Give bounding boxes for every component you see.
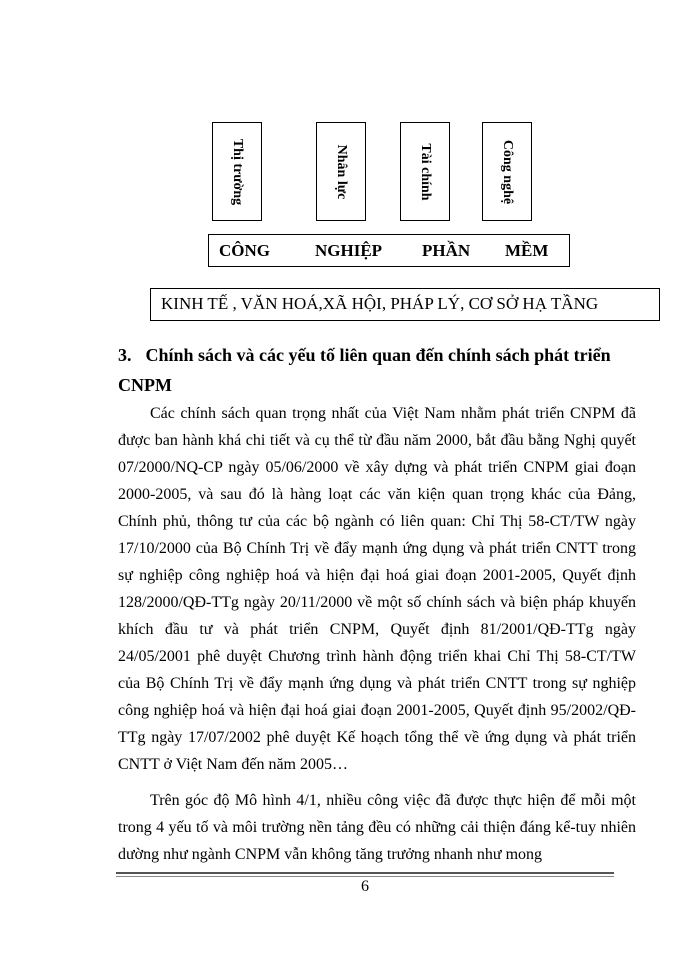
- foundation-box: KINH TẾ , VĂN HOÁ,XÃ HỘI, PHÁP LÝ, CƠ SỞ HẠ TẦNG: [150, 288, 660, 321]
- factor-box-market: [212, 122, 262, 221]
- section-heading: [118, 340, 638, 400]
- page-number: 6: [361, 878, 369, 895]
- industry-word: PHẦN: [422, 241, 471, 260]
- section-title: Chính sách và các yếu tố liên quan đến chính sách phát triển CNPM: [118, 345, 611, 395]
- body-paragraph: Trên góc độ Mô hình 4/1, nhiều công việc đã được thực hiện để mỗi một trong 4 yếu tố và môi trường nền tảng đều có những cải thiện đáng kể-tuy nhiên dường như ngành CNPM vẫn không tăng trưởng nhanh như mong: [118, 792, 636, 863]
- factor-box-technology: [482, 122, 532, 221]
- section-number: 3.: [118, 345, 132, 365]
- factor-box-human-resources: [316, 122, 366, 221]
- industry-box: [208, 234, 570, 267]
- body-paragraph: Các chính sách quan trọng nhất của Việt Nam nhằm phát triển CNPM đã được ban hành khá chi tiết và cụ thể từ đầu năm 2000, bắt đầu bằng Nghị quyết 07/2000/NQ-CP ngày 05/06/2000 về xây dựng và phát triển CNPM giai đoạn 2000-2005, và sau đó là hàng loạt các văn kiện quan trọng khác của Đảng, Chính phủ, thông tư của các bộ ngành có liên quan: Chỉ Thị 58-CT/TW ngày 17/10/2000 của Bộ Chính Trị về đẩy mạnh ứng dụng và phát triển CNTT trong sự nghiệp công nghiệp hoá và hiện đại hoá giai đoạn 2001-2005, Quyết định 128/2000/QĐ-TTg ngày 20/11/2000 về một số chính sách và biện pháp khuyến khích đầu tư và phát triển CNPM, Quyết định 81/2001/QĐ-TTg ngày 24/05/2001 phê duyệt Chương trình hành động triển khai Chỉ Thị 58-CT/TW của Bộ Chính Trị về đẩy mạnh ứng dụng và phát triển CNTT trong sự nghiệp công nghiệp hoá và hiện đại hoá giai đoạn 2001-2005, Quyết định 95/2002/QĐ-TTg ngày 17/07/2002 phê duyệt Kế hoạch tổng thể về ứng dụng và phát triển CNTT ở Việt Nam đến năm 2005…: [118, 405, 636, 773]
- industry-word: CÔNG: [219, 241, 270, 260]
- factor-box-finance: [400, 122, 450, 221]
- industry-word: MỀM: [505, 241, 549, 260]
- footer-divider: [116, 876, 614, 877]
- factor-label: Nhân lực: [334, 144, 349, 199]
- factor-label: Tài chính: [418, 142, 433, 201]
- footer-divider: [116, 872, 614, 874]
- factor-label: Thị trường: [230, 138, 245, 205]
- factor-label: Công nghệ: [500, 139, 515, 204]
- industry-word: NGHIỆP: [315, 241, 383, 260]
